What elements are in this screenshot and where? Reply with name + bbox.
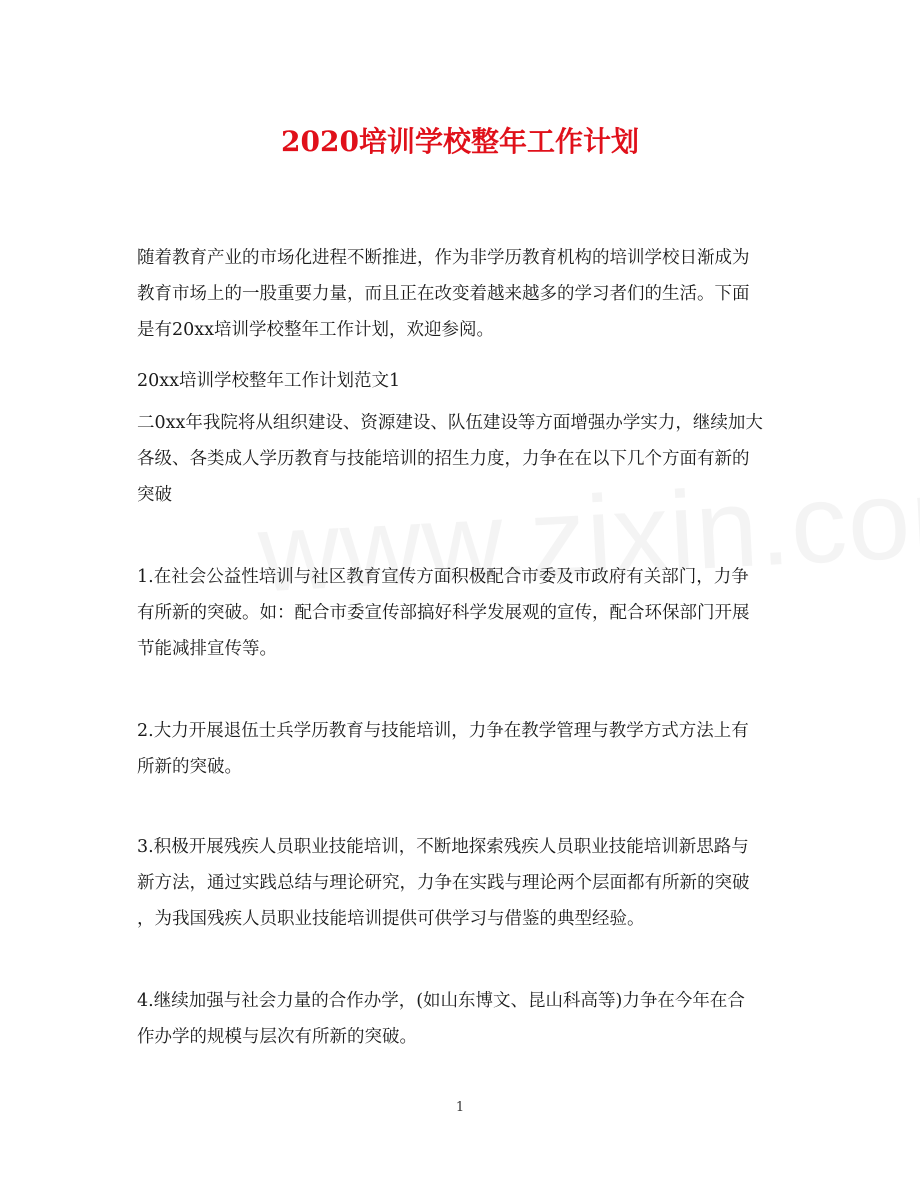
goal-paragraph: 二0xx年我院将从组织建设、资源建设、队伍建设等方面增强办学实力，继续加大 各级、各类成人学历教育与技能培训的招生力度，力争在在以下几个方面有新的 突破 (137, 413, 763, 505)
list-item-4: 4.继续加强与社会力量的合作办学，(如山东博文、昆山科高等)力争在今年在合 作办学的规模与层次有所新的突破。 (137, 991, 745, 1047)
document-title: 2020培训学校整年工作计划 (281, 125, 639, 158)
list-item-3: 3.积极开展残疾人员职业技能培训，不断地探索残疾人员职业技能培训新思路与 新方法，通过实践总结与理论研究，力争在实践与理论两个层面都有所新的突破 ，为我国残疾人员职业技能培训提供可供学习与借鉴的典型经验。 (137, 837, 750, 929)
list-item-2: 2.大力开展退伍士兵学历教育与技能培训，力争在教学管理与教学方式方法上有 所新的突破。 (137, 721, 749, 777)
intro-paragraph: 随着教育产业的市场化进程不断推进，作为非学历教育机构的培训学校日渐成为 教育市场上的一股重要力量，而且正在改变着越来越多的学习者们的生活。下面 是有20xx培训学校整年工作计划，欢迎参阅。 (137, 248, 750, 340)
list-item-1: 1.在社会公益性培训与社区教育宣传方面积极配合市委及市政府有关部门，力争 有所新的突破。如：配合市委宣传部搞好科学发展观的宣传，配合环保部门开展 节能减排宣传等。 (137, 567, 750, 659)
page-number: 1 (455, 1100, 465, 1115)
section-heading: 20xx培训学校整年工作计划范文1 (137, 371, 401, 391)
